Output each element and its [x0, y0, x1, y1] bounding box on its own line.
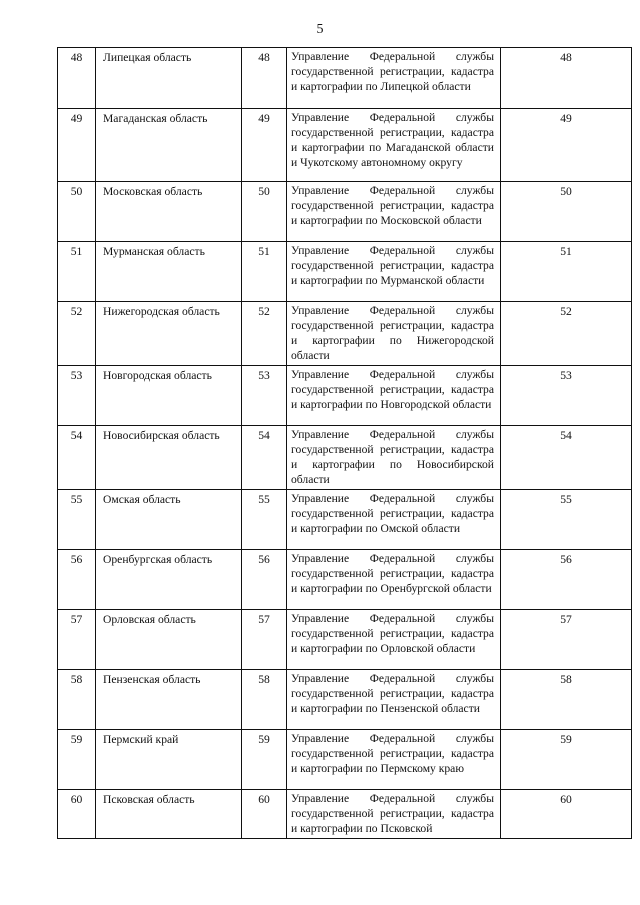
office-code-cell: 55 [501, 490, 632, 550]
table-row [58, 670, 632, 730]
office-name-cell: Управление Федеральной службы государственной регистрации, кадастра и картографии по Пензенской области [287, 670, 501, 730]
office-name-cell: Управление Федеральной службы государственной регистрации, кадастра и картографии по Московской области [287, 182, 501, 242]
table-row [58, 109, 632, 182]
region-code-cell: 56 [242, 550, 287, 610]
office-name-cell: Управление Федеральной службы государственной регистрации, кадастра и картографии по Новгородской области [287, 366, 501, 426]
row-number-cell: 56 [58, 550, 96, 610]
office-name-cell: Управление Федеральной службы государственной регистрации, кадастра и картографии по Оренбургской области [287, 550, 501, 610]
table-row [58, 242, 632, 302]
region-code-cell: 52 [242, 302, 287, 366]
office-code-cell: 58 [501, 670, 632, 730]
row-number-cell: 58 [58, 670, 96, 730]
region-name-cell: Орловская область [96, 610, 242, 670]
table-row [58, 48, 632, 109]
region-name-cell: Омская область [96, 490, 242, 550]
office-name-cell: Управление Федеральной службы государственной регистрации, кадастра и картографии по Нижегородской области [287, 302, 501, 366]
region-code-cell: 50 [242, 182, 287, 242]
region-code-cell: 57 [242, 610, 287, 670]
region-code-cell: 54 [242, 426, 287, 490]
table-row [58, 610, 632, 670]
office-code-cell: 49 [501, 109, 632, 182]
office-name-cell: Управление Федеральной службы государственной регистрации, кадастра и картографии по Омской области [287, 490, 501, 550]
office-name-cell: Управление Федеральной службы государственной регистрации, кадастра и картографии по Орловской области [287, 610, 501, 670]
office-name-cell: Управление Федеральной службы государственной регистрации, кадастра и картографии по Новосибирской области [287, 426, 501, 490]
row-number-cell: 59 [58, 730, 96, 790]
region-code-cell: 55 [242, 490, 287, 550]
office-code-cell: 60 [501, 790, 632, 839]
page-number: 5 [316, 22, 324, 37]
region-name-cell: Липецкая область [96, 48, 242, 109]
table-row [58, 426, 632, 490]
region-code-cell: 59 [242, 730, 287, 790]
region-name-cell: Псковская область [96, 790, 242, 839]
office-code-cell: 59 [501, 730, 632, 790]
region-code-cell: 58 [242, 670, 287, 730]
region-name-cell: Новосибирская область [96, 426, 242, 490]
region-name-cell: Новгородская область [96, 366, 242, 426]
table-row [58, 366, 632, 426]
office-name-cell: Управление Федеральной службы государственной регистрации, кадастра и картографии по Псковской [287, 790, 501, 839]
row-number-cell: 51 [58, 242, 96, 302]
table-row [58, 302, 632, 366]
row-number-cell: 48 [58, 48, 96, 109]
row-number-cell: 53 [58, 366, 96, 426]
region-name-cell: Оренбургская область [96, 550, 242, 610]
row-number-cell: 55 [58, 490, 96, 550]
table-row [58, 182, 632, 242]
region-code-cell: 48 [242, 48, 287, 109]
office-code-cell: 56 [501, 550, 632, 610]
office-code-cell: 50 [501, 182, 632, 242]
region-name-cell: Пермский край [96, 730, 242, 790]
office-name-cell: Управление Федеральной службы государственной регистрации, кадастра и картографии по Пермскому краю [287, 730, 501, 790]
regions-table [57, 47, 632, 839]
table-row [58, 790, 632, 839]
region-code-cell: 53 [242, 366, 287, 426]
row-number-cell: 60 [58, 790, 96, 839]
row-number-cell: 50 [58, 182, 96, 242]
row-number-cell: 54 [58, 426, 96, 490]
office-code-cell: 48 [501, 48, 632, 109]
table-row [58, 730, 632, 790]
row-number-cell: 49 [58, 109, 96, 182]
row-number-cell: 52 [58, 302, 96, 366]
region-name-cell: Нижегородская область [96, 302, 242, 366]
region-code-cell: 60 [242, 790, 287, 839]
office-code-cell: 53 [501, 366, 632, 426]
table-row [58, 490, 632, 550]
office-name-cell: Управление Федеральной службы государственной регистрации, кадастра и картографии по Липецкой области [287, 48, 501, 109]
region-code-cell: 51 [242, 242, 287, 302]
office-name-cell: Управление Федеральной службы государственной регистрации, кадастра и картографии по Мурманской области [287, 242, 501, 302]
office-name-cell: Управление Федеральной службы государственной регистрации, кадастра и картографии по Магаданской области и Чукотскому автономному округу [287, 109, 501, 182]
region-name-cell: Московская область [96, 182, 242, 242]
office-code-cell: 52 [501, 302, 632, 366]
office-code-cell: 54 [501, 426, 632, 490]
row-number-cell: 57 [58, 610, 96, 670]
office-code-cell: 51 [501, 242, 632, 302]
region-name-cell: Магаданская область [96, 109, 242, 182]
table-row [58, 550, 632, 610]
region-name-cell: Мурманская область [96, 242, 242, 302]
office-code-cell: 57 [501, 610, 632, 670]
region-name-cell: Пензенская область [96, 670, 242, 730]
region-code-cell: 49 [242, 109, 287, 182]
